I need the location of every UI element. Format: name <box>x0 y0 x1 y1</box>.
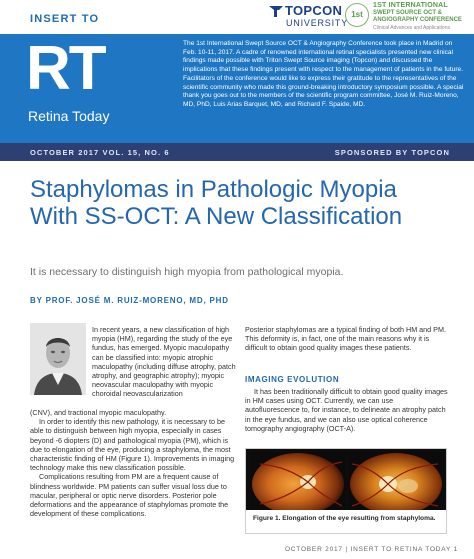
paragraph: Complications resulting from PM are a frequent cause of blindness worldwide. PM patients can suffer visual loss due to macular, peripheral or optic nerve disorders. Posterior pole deformations and the appearance of staphylomas promote the development of these complications. <box>30 472 229 519</box>
figure-caption: Figure 1. Elongation of the eye resulting from staphyloma. <box>253 515 436 522</box>
paragraph: (CNV), and tractional myopic maculopathy. <box>30 408 167 417</box>
figure-caption-box <box>245 510 447 534</box>
left-column-intro: In recent years, a new classification of high myopia (HM), regarding the study of the eye fundus, has emerged. Myopic maculopathy can be classified into: myopic atrophic maculopathy (including diffuse atrophy, patch atrophy, and geographic atrophy); myopic neovascular maculopathy with myopic choroidal neovascularization <box>92 325 236 399</box>
issue-info: OCTOBER 2017 VOL. 15, NO. 6 <box>30 148 170 157</box>
section-heading: IMAGING EVOLUTION <box>245 375 340 384</box>
conference-intro: The 1st International Swept Source OCT & Angiography Conference took place in Madrid on Feb. 10-11, 2017. A cadre of renowned international retinal specialists presented new clinical findings made possible with Triton Swept Source imaging (Topcon) and discussed the implications that these findings present with respect to the management of patients in the future. Facilitators of the conference would like to express their gratitude to the representatives of the scientific community who made this ground-breaking introductory symposium possible. A special thank you goes out to the members of the scientific program committee, José M. Ruiz-Moreno, MD, PhD, Luis Arias Barquet, MD, and Richard F. Spaide, MD. <box>183 40 464 108</box>
article-byline: BY PROF. JOSÉ M. RUIZ-MORENO, MD, PHD <box>30 296 229 305</box>
page-footer: OCTOBER 2017 | INSERT TO RETINA TODAY 1 <box>284 546 458 553</box>
conference-line-2: SWEPT SOURCE OCT & <box>373 10 443 16</box>
topcon-logo[interactable] <box>268 2 348 32</box>
topcon-mark-icon <box>268 4 284 18</box>
author-portrait <box>30 323 86 395</box>
right-column-intro: Posterior staphylomas are a typical finding of both HM and PM. This deformity is, in fact, one of the main reasons why it is difficult to obtain good quality images these patients. <box>245 325 446 353</box>
rt-logo-letters: RT <box>26 34 105 103</box>
topcon-name: TOPCON <box>285 3 343 18</box>
sponsor-line: SPONSORED BY TOPCON <box>334 148 450 157</box>
left-column-body <box>30 408 236 518</box>
conference-line-4: Clinical Advances and Applications <box>373 25 450 31</box>
topcon-university: UNIVERSITY <box>286 18 349 28</box>
retina-today-name: Retina Today <box>28 108 110 124</box>
section-body: It has been traditionally difficult to obtain good quality images in HM cases using OCT. Currently, we can use autofluorescence to, for instance, to delineate an atrophy patch in the eye fundus, and we can also use optical coherence tomography angiography (OCT-A). <box>245 387 448 433</box>
author-portrait-image <box>30 323 86 395</box>
insert-label: INSERT TO <box>30 13 100 25</box>
fundus-photo-left <box>250 452 346 515</box>
conference-line-3: ANGIOGRAPHY CONFERENCE <box>373 17 462 23</box>
article-title: Staphylomas in Pathologic Myopia With SS-OCT: A New Classification <box>30 176 403 230</box>
article-subtitle: It is necessary to distinguish high myopia from pathological myopia. <box>30 266 344 278</box>
conference-number-badge: 1st <box>345 3 369 27</box>
fundus-photo-right <box>348 452 444 515</box>
paragraph: In order to identify this new pathology, it is necessary to be able to distinguish between high myopia, especially in cases beyond -6 diopters (D) and pathological myopia (PM), which is due to elongation of the eye, producing a staphyloma, the most characteristic finding of HM (Figure 1). Improvements in imaging technology make this new classification possible. <box>30 417 235 473</box>
conference-badge <box>343 0 473 34</box>
conference-line-1: 1ST INTERNATIONAL <box>373 2 448 9</box>
